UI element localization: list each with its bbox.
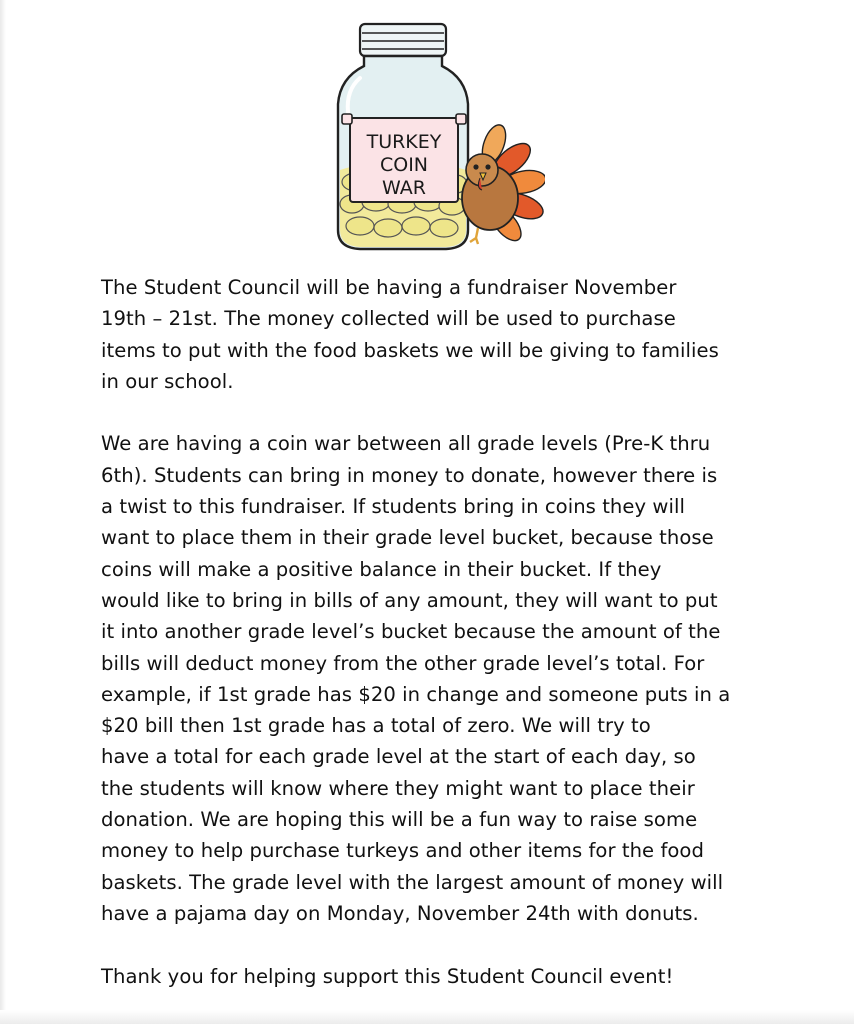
text-line: money to help purchase turkeys and other items for the food — [101, 839, 704, 863]
text-line: bills will deduct money from the other grade level’s total. For — [101, 651, 705, 675]
letter-body — [101, 272, 781, 992]
text-line: it into another grade level’s bucket because the amount of the — [101, 620, 721, 644]
jar-label-line-3: WAR — [382, 177, 426, 199]
text-line: 6th). Students can bring in money to donate, however there is — [101, 463, 718, 487]
jar-label-line-1: TURKEY — [366, 131, 442, 153]
page-bottom-edge — [0, 1010, 854, 1024]
paragraph-thanks — [101, 961, 781, 992]
jar-label-line-2: COIN — [379, 154, 429, 176]
text-line: have a pajama day on Monday, November 24th with donuts. — [101, 901, 699, 925]
turkey-icon — [462, 122, 545, 246]
paragraph-details — [101, 428, 781, 929]
text-line: the students will know where they might want to place their — [101, 776, 695, 800]
paragraph-intro — [101, 272, 781, 397]
text-line: would like to bring in bills of any amount, they will want to put — [101, 588, 718, 612]
page-edge — [0, 0, 6, 1024]
text-line: We are having a coin war between all grade levels (Pre-K thru — [101, 432, 711, 456]
text-line: items to put with the food baskets we will be giving to families — [101, 338, 719, 362]
text-line: Thank you for helping support this Student Council event! — [101, 964, 674, 988]
paragraph-spacer — [101, 929, 781, 960]
text-line: The Student Council will be having a fundraiser November — [101, 276, 677, 299]
text-line: 19th – 21st. The money collected will be used to purchase — [101, 307, 676, 331]
paragraph-spacer — [101, 397, 781, 428]
text-line: have a total for each grade level at the start of each day, so — [101, 745, 696, 769]
text-line: coins will make a positive balance in their bucket. If they — [101, 557, 662, 581]
text-line: $20 bill then 1st grade has a total of zero. We will try to — [101, 714, 651, 738]
text-line: want to place them in their grade level bucket, because those — [101, 526, 714, 550]
text-line: baskets. The grade level with the largest amount of money will — [101, 870, 724, 894]
turkey-coin-jar-illustration — [330, 20, 545, 256]
text-line: a twist to this fundraiser. If students bring in coins they will — [101, 495, 685, 519]
jar-icon — [338, 24, 468, 249]
text-line: example, if 1st grade has $20 in change and someone puts in a — [101, 682, 731, 706]
text-line: donation. We are hoping this will be a fun way to raise some — [101, 808, 698, 832]
text-line: in our school. — [101, 369, 234, 393]
